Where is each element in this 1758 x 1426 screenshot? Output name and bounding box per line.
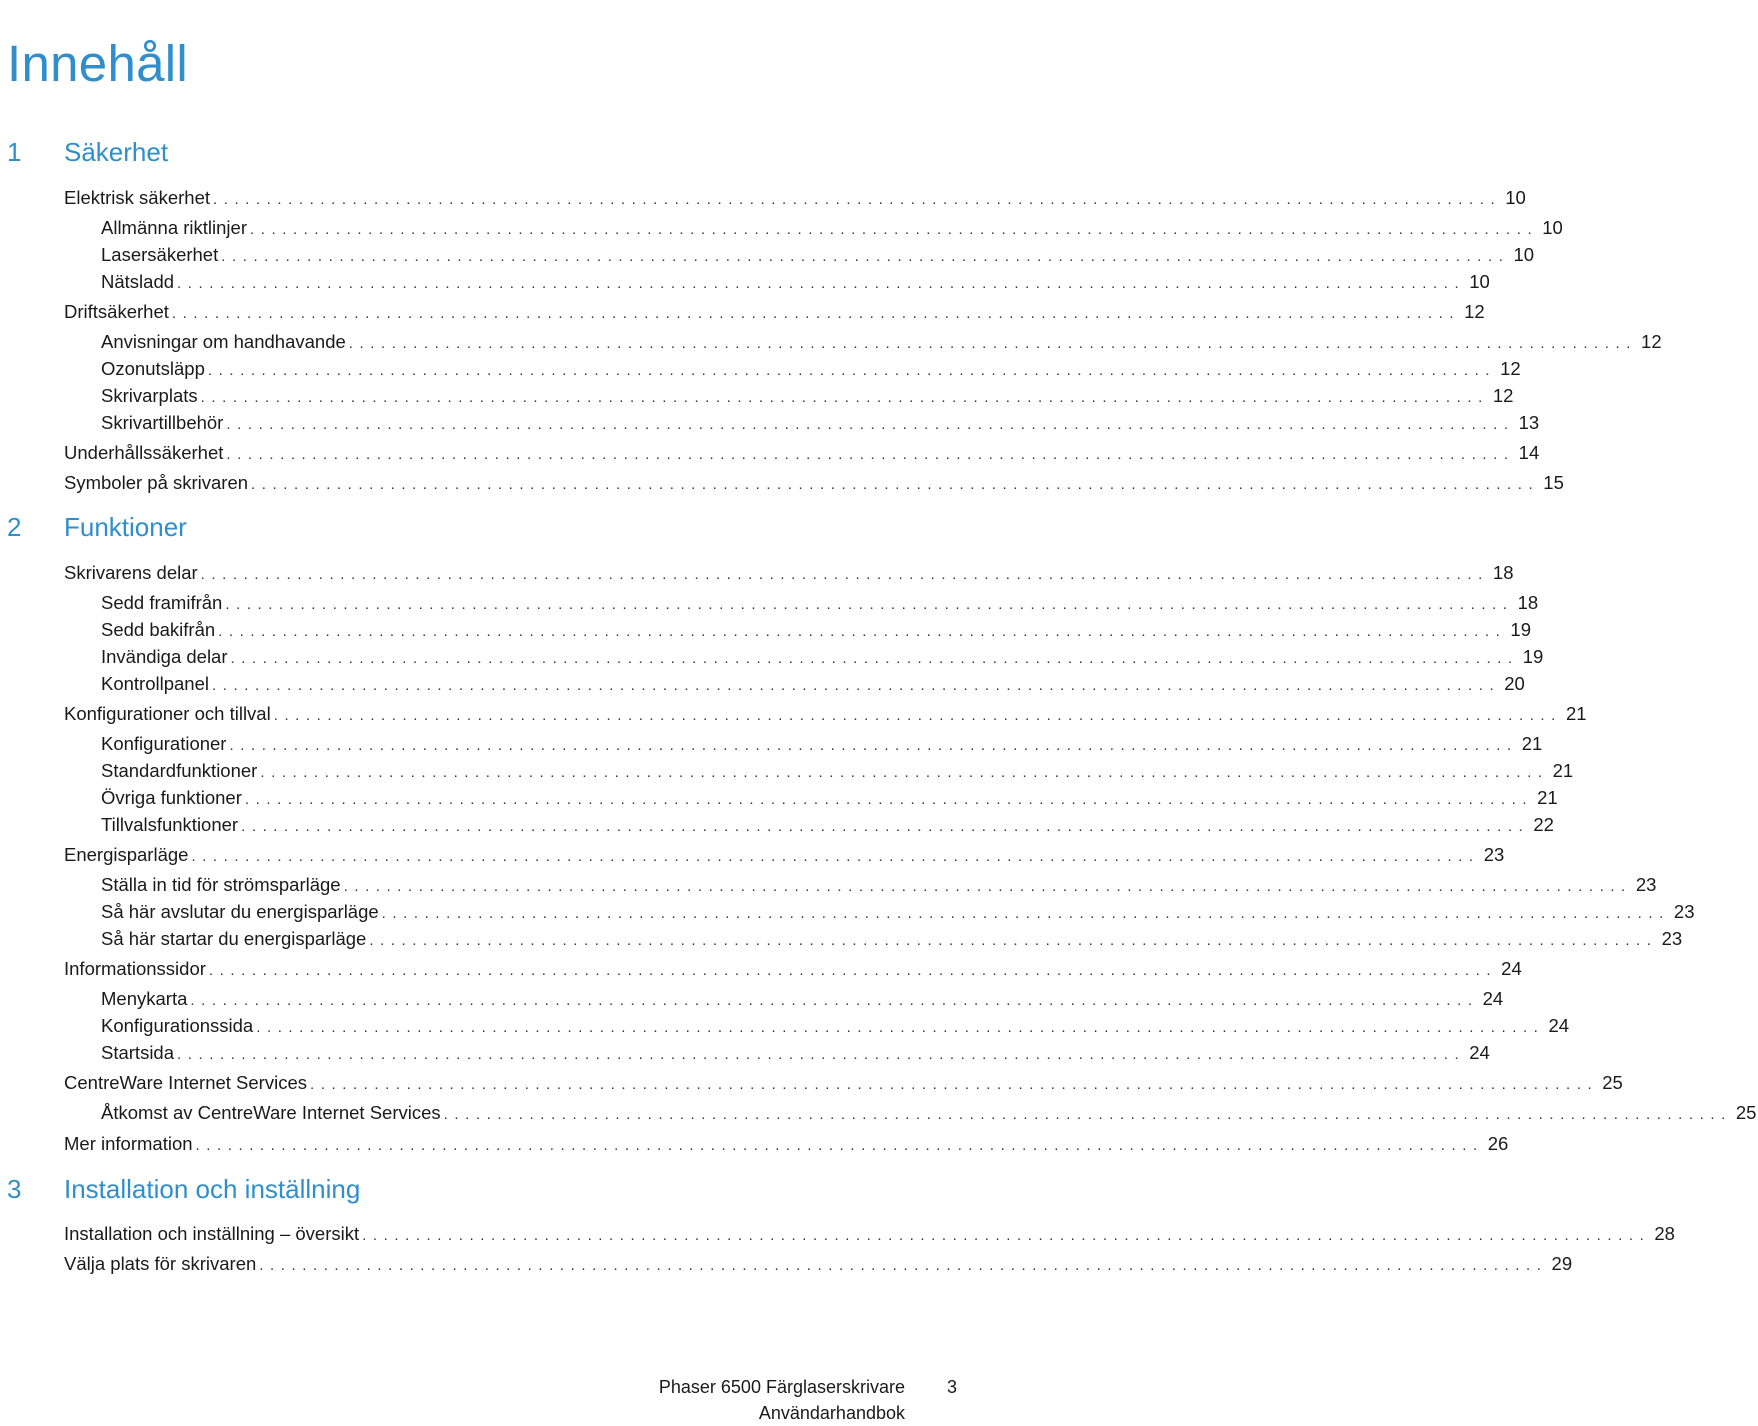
- toc-entry-label: Konfigurationssida: [101, 1015, 254, 1036]
- toc-page-number: 25: [1602, 1072, 1623, 1093]
- toc-page-number: 10: [1542, 217, 1563, 238]
- toc-entry-label: Konfigurationer: [101, 733, 227, 754]
- toc-entry[interactable]: [64, 1071, 1623, 1095]
- dot-leader: . . . . . . . . . . . . . . . . . . . . . . . . . . . . . . . . . . . . . . . . . . . . . . . . . . . . . . . . . . . . . . . . . . . . . . . . . . . . . . . . . . . . . . . . . . . . . . . . . . . . . . . . . . . . . . . . . . . . . . . .: [195, 1137, 1479, 1154]
- toc-entry-label: Menykarta: [101, 988, 188, 1009]
- toc-subentry[interactable]: [101, 384, 1514, 408]
- toc-entry-label: Anvisningar om handhavande: [101, 331, 346, 352]
- toc-entry-label: Ozonutsläpp: [101, 358, 205, 379]
- toc-subentry[interactable]: [101, 927, 1683, 951]
- toc-page-number: 12: [1641, 331, 1662, 352]
- toc-entry-label: CentreWare Internet Services: [64, 1072, 307, 1093]
- chapter-number: 2: [7, 512, 22, 542]
- toc-entry-label: Driftsäkerhet: [64, 301, 169, 322]
- toc-entry-label: Sedd bakifrån: [101, 619, 216, 640]
- dot-leader: . . . . . . . . . . . . . . . . . . . . . . . . . . . . . . . . . . . . . . . . . . . . . . . . . . . . . . . . . . . . . . . . . . . . . . . . . . . . . . . . . . . . . . . . . . . . . . . . . . . . . . . . . . . . . . . . . . . . . . . .: [221, 248, 1505, 265]
- toc-page-number: 20: [1504, 673, 1525, 694]
- chapter-number: 1: [7, 137, 22, 167]
- toc-entry-label: Välja plats för skrivaren: [64, 1253, 257, 1274]
- toc-page-number: 10: [1505, 187, 1526, 208]
- dot-leader: . . . . . . . . . . . . . . . . . . . . . . . . . . . . . . . . . . . . . . . . . . . . . . . . . . . . . . . . . . . . . . . . . . . . . . . . . . . . . . . . . . . . . . . . . . . . . . . . . . . . . . . . . . . . . . . . . . . . . . . .: [226, 446, 1510, 463]
- toc-page-number: 21: [1565, 703, 1587, 724]
- dot-leader: . . . . . . . . . . . . . . . . . . . . . . . . . . . . . . . . . . . . . . . . . . . . . . . . . . . . . . . . . . . . . . . . . . . . . . . . . . . . . . . . . . . . . . . . . . . . . . . . . . . . . . . . . . . . . . . . . . . . . . . .: [443, 1106, 1727, 1123]
- toc-page-number: 24: [1501, 958, 1522, 979]
- toc-page-number: 19: [1522, 646, 1544, 667]
- toc-entry-label: Ställa in tid för strömsparläge: [101, 874, 341, 895]
- dot-leader: . . . . . . . . . . . . . . . . . . . . . . . . . . . . . . . . . . . . . . . . . . . . . . . . . . . . . . . . . . . . . . . . . . . . . . . . . . . . . . . . . . . . . . . . . . . . . . . . . . . . . . . . . . . . . . . . . . . . . . . .: [171, 305, 1455, 322]
- toc-subentry[interactable]: [101, 243, 1535, 267]
- toc-subentry[interactable]: [101, 618, 1531, 642]
- toc-page-number: 15: [1543, 472, 1564, 493]
- toc-subentry[interactable]: [101, 786, 1558, 810]
- toc-entry-label: Allmänna riktlinjer: [101, 217, 247, 238]
- dot-leader: . . . . . . . . . . . . . . . . . . . . . . . . . . . . . . . . . . . . . . . . . . . . . . . . . . . . . . . . . . . . . . . . . . . . . . . . . . . . . . . . . . . . . . . . . . . . . . . . . . . . . . . . . . . . . . . . . . . . . . . .: [208, 962, 1492, 979]
- toc-page-number: 23: [1483, 844, 1505, 865]
- toc-entry-label: Energisparläge: [64, 844, 189, 865]
- toc-subentry[interactable]: [101, 645, 1544, 669]
- toc-entry[interactable]: [64, 1252, 1573, 1276]
- chapter-heading[interactable]: [0, 135, 960, 169]
- toc-entry-label: Invändiga delar: [101, 646, 228, 667]
- footer-product: Phaser 6500 Färglaserskrivare: [658, 1377, 905, 1397]
- dot-leader: . . . . . . . . . . . . . . . . . . . . . . . . . . . . . . . . . . . . . . . . . . . . . . . . . . . . . . . . . . . . . . . . . . . . . . . . . . . . . . . . . . . . . . . . . . . . . . . . . . . . . . . . . . . . . . . . . . . . . . . .: [226, 416, 1510, 433]
- toc-entry-label: Konfigurationer och tillval: [64, 703, 271, 724]
- toc-entry-label: Mer information: [64, 1133, 193, 1154]
- dot-leader: . . . . . . . . . . . . . . . . . . . . . . . . . . . . . . . . . . . . . . . . . . . . . . . . . . . . . . . . . . . . . . . . . . . . . . . . . . . . . . . . . . . . . . . . . . . . . . . . . . . . . . . . . . . . . . . . . . . . . . . .: [191, 848, 1475, 865]
- toc-page-number: 26: [1487, 1133, 1509, 1154]
- toc-page-number: 13: [1518, 412, 1540, 433]
- dot-leader: . . . . . . . . . . . . . . . . . . . . . . . . . . . . . . . . . . . . . . . . . . . . . . . . . . . . . . . . . . . . . . . . . . . . . . . . . . . . . . . . . . . . . . . . . . . . . . . . . . . . . . . . . . . . . . . . . . . . . . . .: [212, 677, 1495, 694]
- toc-page-number: 23: [1635, 874, 1657, 895]
- toc-entry[interactable]: [64, 843, 1505, 867]
- dot-leader: . . . . . . . . . . . . . . . . . . . . . . . . . . . . . . . . . . . . . . . . . . . . . . . . . . . . . . . . . . . . . . . . . . . . . . . . . . . . . . . . . . . . . . . . . . . . . . . . . . . . . . . . . . . . . . . . . . . . . . . .: [251, 476, 1534, 493]
- toc-entry[interactable]: [64, 186, 1526, 210]
- toc-subentry[interactable]: [101, 411, 1540, 435]
- toc-entry[interactable]: [64, 957, 1522, 981]
- toc-page-number: 23: [1661, 928, 1683, 949]
- toc-subentry[interactable]: [101, 1101, 1757, 1125]
- toc-entry[interactable]: [64, 1222, 1675, 1246]
- chapter-title: Säkerhet: [64, 137, 169, 167]
- chapter-heading[interactable]: [0, 510, 960, 544]
- toc-entry[interactable]: [64, 702, 1587, 726]
- toc-entry[interactable]: [64, 471, 1564, 495]
- dot-leader: . . . . . . . . . . . . . . . . . . . . . . . . . . . . . . . . . . . . . . . . . . . . . . . . . . . . . . . . . . . . . . . . . . . . . . . . . . . . . . . . . . . . . . . . . . . . . . . . . . . . . . . . . . . . . . . . . . . . . . . .: [310, 1076, 1593, 1093]
- toc-page-number: 24: [1482, 988, 1504, 1009]
- toc-entry-label: Underhållssäkerhet: [64, 442, 224, 463]
- toc-subentry[interactable]: [101, 813, 1554, 837]
- toc-entry-label: Elektrisk säkerhet: [64, 187, 210, 208]
- toc-page-number: 21: [1521, 733, 1543, 754]
- toc-page-number: 24: [1548, 1015, 1570, 1036]
- toc-page-number: 23: [1673, 901, 1695, 922]
- dot-leader: . . . . . . . . . . . . . . . . . . . . . . . . . . . . . . . . . . . . . . . . . . . . . . . . . . . . . . . . . . . . . . . . . . . . . . . . . . . . . . . . . . . . . . . . . . . . . . . . . . . . . . . . . . . . . . . . . . . . . . . .: [229, 737, 1513, 754]
- dot-leader: . . . . . . . . . . . . . . . . . . . . . . . . . . . . . . . . . . . . . . . . . . . . . . . . . . . . . . . . . . . . . . . . . . . . . . . . . . . . . . . . . . . . . . . . . . . . . . . . . . . . . . . . . . . . . . . . . . . . . . . .: [369, 932, 1653, 949]
- toc-subentry[interactable]: [101, 732, 1543, 756]
- toc-subentry[interactable]: [101, 873, 1657, 897]
- dot-leader: . . . . . . . . . . . . . . . . . . . . . . . . . . . . . . . . . . . . . . . . . . . . . . . . . . . . . . . . . . . . . . . . . . . . . . . . . . . . . . . . . . . . . . . . . . . . . . . . . . . . . . . . . . . . . . . . . . . . . . . .: [230, 650, 1514, 667]
- toc-subentry[interactable]: [101, 357, 1521, 381]
- dot-leader: . . . . . . . . . . . . . . . . . . . . . . . . . . . . . . . . . . . . . . . . . . . . . . . . . . . . . . . . . . . . . . . . . . . . . . . . . . . . . . . . . . . . . . . . . . . . . . . . . . . . . . . . . . . . . . . . . . . . . . . .: [218, 623, 1501, 640]
- toc-page-number: 21: [1537, 787, 1558, 808]
- toc-subentry[interactable]: [101, 591, 1539, 615]
- toc-page-number: 24: [1469, 1042, 1490, 1063]
- dot-leader: . . . . . . . . . . . . . . . . . . . . . . . . . . . . . . . . . . . . . . . . . . . . . . . . . . . . . . . . . . . . . . . . . . . . . . . . . . . . . . . . . . . . . . . . . . . . . . . . . . . . . . . . . . . . . . . . . . . . . . . .: [348, 335, 1632, 352]
- toc-entry-label: Lasersäkerhet: [101, 244, 219, 265]
- toc-page-number: 29: [1551, 1253, 1573, 1274]
- toc-subentry[interactable]: [101, 1041, 1490, 1065]
- toc-entry-label: Sedd framifrån: [101, 592, 223, 613]
- toc-entry-label: Informationssidor: [64, 958, 206, 979]
- dot-leader: . . . . . . . . . . . . . . . . . . . . . . . . . . . . . . . . . . . . . . . . . . . . . . . . . . . . . . . . . . . . . . . . . . . . . . . . . . . . . . . . . . . . . . . . . . . . . . . . . . . . . . . . . . . . . . . . . . . . . . . .: [241, 818, 1524, 835]
- toc-subentry[interactable]: [101, 216, 1563, 240]
- page-title: Innehåll: [7, 35, 189, 93]
- chapter-number: 3: [7, 1174, 22, 1204]
- toc-entry-label: Nätsladd: [101, 271, 175, 292]
- toc-page-number: 22: [1533, 814, 1554, 835]
- dot-leader: . . . . . . . . . . . . . . . . . . . . . . . . . . . . . . . . . . . . . . . . . . . . . . . . . . . . . . . . . . . . . . . . . . . . . . . . . . . . . . . . . . . . . . . . . . . . . . . . . . . . . . . . . . . . . . . . . . . . . . . .: [177, 275, 1460, 292]
- toc-subentry[interactable]: [101, 270, 1490, 294]
- toc-entry-label: Kontrollpanel: [101, 673, 209, 694]
- toc-entry-label: Tillvalsfunktioner: [101, 814, 239, 835]
- chapter-title: Funktioner: [64, 512, 187, 542]
- footer-guide: Användarhandbok: [758, 1403, 905, 1423]
- footer: [600, 1374, 905, 1426]
- toc-entry-label: Startsida: [101, 1042, 175, 1063]
- toc-page-number: 21: [1552, 760, 1574, 781]
- toc-subentry[interactable]: [101, 672, 1525, 696]
- toc-entry-label: Så här startar du energisparläge: [101, 928, 367, 949]
- toc-entry[interactable]: [64, 441, 1540, 465]
- toc-entry[interactable]: [64, 1132, 1509, 1156]
- toc-page-number: 18: [1517, 592, 1539, 613]
- dot-leader: . . . . . . . . . . . . . . . . . . . . . . . . . . . . . . . . . . . . . . . . . . . . . . . . . . . . . . . . . . . . . . . . . . . . . . . . . . . . . . . . . . . . . . . . . . . . . . . . . . . . . . . . . . . . . . . . . . . . . . . .: [213, 191, 1496, 208]
- toc-entry[interactable]: [64, 561, 1514, 585]
- dot-leader: . . . . . . . . . . . . . . . . . . . . . . . . . . . . . . . . . . . . . . . . . . . . . . . . . . . . . . . . . . . . . . . . . . . . . . . . . . . . . . . . . . . . . . . . . . . . . . . . . . . . . . . . . . . . . . . . . . . . . . . .: [177, 1046, 1460, 1063]
- toc-page-number: 18: [1492, 562, 1514, 583]
- dot-leader: . . . . . . . . . . . . . . . . . . . . . . . . . . . . . . . . . . . . . . . . . . . . . . . . . . . . . . . . . . . . . . . . . . . . . . . . . . . . . . . . . . . . . . . . . . . . . . . . . . . . . . . . . . . . . . . . . . . . . . . .: [381, 905, 1665, 922]
- toc-entry-label: Övriga funktioner: [101, 787, 242, 808]
- toc-subentry[interactable]: [101, 1014, 1570, 1038]
- toc-page-number: 28: [1654, 1223, 1675, 1244]
- toc-entry[interactable]: [64, 300, 1485, 324]
- toc-page-number: 10: [1513, 244, 1535, 265]
- dot-leader: . . . . . . . . . . . . . . . . . . . . . . . . . . . . . . . . . . . . . . . . . . . . . . . . . . . . . . . . . . . . . . . . . . . . . . . . . . . . . . . . . . . . . . . . . . . . . . . . . . . . . . . . . . . . . . . . . . . . . . . .: [259, 1257, 1543, 1274]
- dot-leader: . . . . . . . . . . . . . . . . . . . . . . . . . . . . . . . . . . . . . . . . . . . . . . . . . . . . . . . . . . . . . . . . . . . . . . . . . . . . . . . . . . . . . . . . . . . . . . . . . . . . . . . . . . . . . . . . . . . . . . . .: [200, 389, 1484, 406]
- toc-entry-label: Standardfunktioner: [101, 760, 258, 781]
- dot-leader: . . . . . . . . . . . . . . . . . . . . . . . . . . . . . . . . . . . . . . . . . . . . . . . . . . . . . . . . . . . . . . . . . . . . . . . . . . . . . . . . . . . . . . . . . . . . . . . . . . . . . . . . . . . . . . . . . . . . . . . .: [273, 707, 1557, 724]
- toc-entry-label: Symboler på skrivaren: [64, 472, 249, 493]
- toc-entry-label: Skrivarplats: [101, 385, 198, 406]
- toc-page-number: 12: [1492, 385, 1514, 406]
- footer-page-number: 3: [946, 1377, 957, 1397]
- chapter-title: Installation och inställning: [64, 1174, 361, 1204]
- toc-entry-label: Skrivartillbehör: [101, 412, 224, 433]
- dot-leader: . . . . . . . . . . . . . . . . . . . . . . . . . . . . . . . . . . . . . . . . . . . . . . . . . . . . . . . . . . . . . . . . . . . . . . . . . . . . . . . . . . . . . . . . . . . . . . . . . . . . . . . . . . . . . . . . . . . . . . . .: [244, 791, 1528, 808]
- dot-leader: . . . . . . . . . . . . . . . . . . . . . . . . . . . . . . . . . . . . . . . . . . . . . . . . . . . . . . . . . . . . . . . . . . . . . . . . . . . . . . . . . . . . . . . . . . . . . . . . . . . . . . . . . . . . . . . . . . . . . . . .: [200, 566, 1484, 583]
- toc-subentry[interactable]: [101, 330, 1662, 354]
- toc-entry-label: Så här avslutar du energisparläge: [101, 901, 379, 922]
- dot-leader: . . . . . . . . . . . . . . . . . . . . . . . . . . . . . . . . . . . . . . . . . . . . . . . . . . . . . . . . . . . . . . . . . . . . . . . . . . . . . . . . . . . . . . . . . . . . . . . . . . . . . . . . . . . . . . . . . . . . . . . .: [225, 596, 1509, 613]
- toc-page-number: 25: [1735, 1102, 1757, 1123]
- toc-subentry[interactable]: [101, 987, 1504, 1011]
- toc-page-number: 12: [1500, 358, 1521, 379]
- toc-page-number: 19: [1510, 619, 1531, 640]
- dot-leader: . . . . . . . . . . . . . . . . . . . . . . . . . . . . . . . . . . . . . . . . . . . . . . . . . . . . . . . . . . . . . . . . . . . . . . . . . . . . . . . . . . . . . . . . . . . . . . . . . . . . . . . . . . . . . . . . . . . . . . . .: [343, 878, 1627, 895]
- dot-leader: . . . . . . . . . . . . . . . . . . . . . . . . . . . . . . . . . . . . . . . . . . . . . . . . . . . . . . . . . . . . . . . . . . . . . . . . . . . . . . . . . . . . . . . . . . . . . . . . . . . . . . . . . . . . . . . . . . . . . . . .: [260, 764, 1544, 781]
- toc-page-number: 12: [1464, 301, 1485, 322]
- toc-entry-label: Skrivarens delar: [64, 562, 198, 583]
- dot-leader: . . . . . . . . . . . . . . . . . . . . . . . . . . . . . . . . . . . . . . . . . . . . . . . . . . . . . . . . . . . . . . . . . . . . . . . . . . . . . . . . . . . . . . . . . . . . . . . . . . . . . . . . . . . . . . . . . . . . . . . .: [250, 221, 1533, 238]
- dot-leader: . . . . . . . . . . . . . . . . . . . . . . . . . . . . . . . . . . . . . . . . . . . . . . . . . . . . . . . . . . . . . . . . . . . . . . . . . . . . . . . . . . . . . . . . . . . . . . . . . . . . . . . . . . . . . . . . . . . . . . . .: [190, 992, 1474, 1009]
- chapter-heading[interactable]: [0, 1172, 960, 1206]
- dot-leader: . . . . . . . . . . . . . . . . . . . . . . . . . . . . . . . . . . . . . . . . . . . . . . . . . . . . . . . . . . . . . . . . . . . . . . . . . . . . . . . . . . . . . . . . . . . . . . . . . . . . . . . . . . . . . . . . . . . . . . . .: [362, 1227, 1645, 1244]
- toc-subentry[interactable]: [101, 900, 1695, 924]
- dot-leader: . . . . . . . . . . . . . . . . . . . . . . . . . . . . . . . . . . . . . . . . . . . . . . . . . . . . . . . . . . . . . . . . . . . . . . . . . . . . . . . . . . . . . . . . . . . . . . . . . . . . . . . . . . . . . . . . . . . . . . . .: [256, 1019, 1540, 1036]
- toc-subentry[interactable]: [101, 759, 1574, 783]
- toc-entry-label: Åtkomst av CentreWare Internet Services: [101, 1102, 441, 1123]
- toc-entry-label: Installation och inställning – översikt: [64, 1223, 360, 1244]
- dot-leader: . . . . . . . . . . . . . . . . . . . . . . . . . . . . . . . . . . . . . . . . . . . . . . . . . . . . . . . . . . . . . . . . . . . . . . . . . . . . . . . . . . . . . . . . . . . . . . . . . . . . . . . . . . . . . . . . . . . . . . . .: [207, 362, 1491, 379]
- toc-page-number: 10: [1469, 271, 1490, 292]
- toc-page-number: 14: [1518, 442, 1540, 463]
